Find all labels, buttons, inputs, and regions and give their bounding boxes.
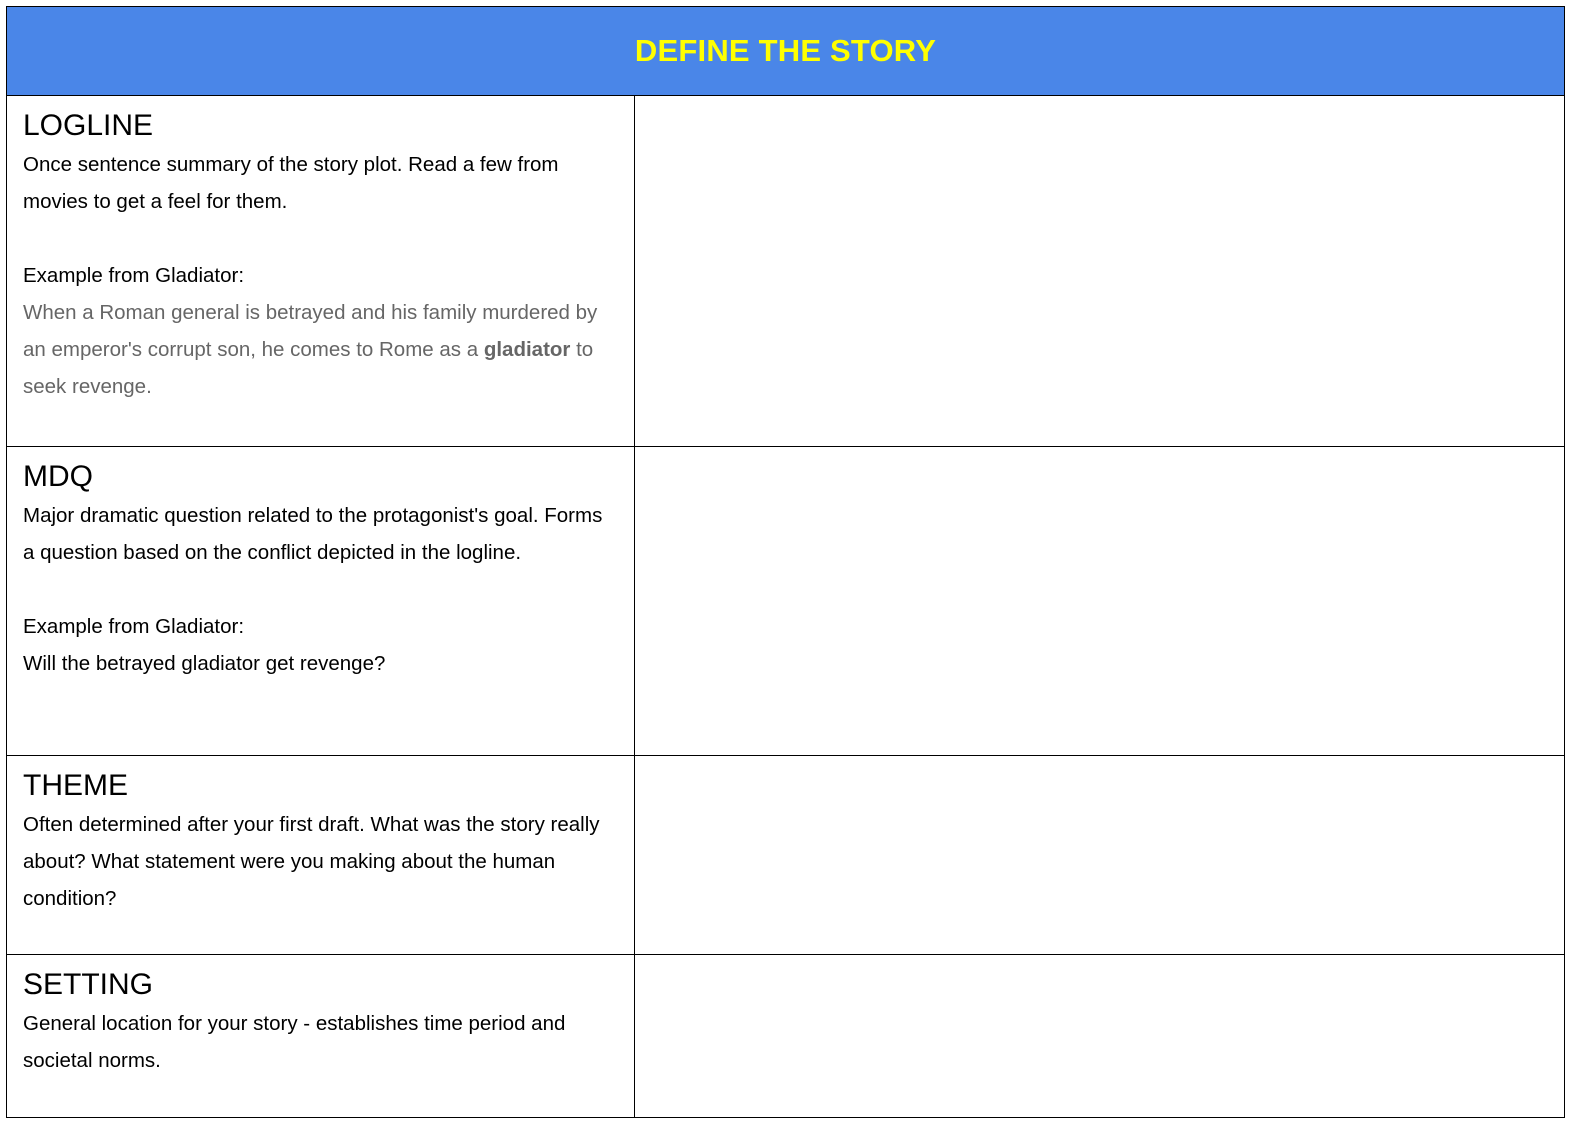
setting-prompt-cell[interactable] bbox=[7, 955, 635, 1118]
logline-title: LOGLINE bbox=[23, 109, 154, 142]
logline-example-text bbox=[23, 294, 618, 405]
story-definition-sheet bbox=[6, 6, 1564, 1118]
logline-prompt-cell[interactable] bbox=[7, 96, 635, 447]
table-row-setting bbox=[7, 955, 1565, 1118]
logline-example-before: When a Roman general is betrayed and his family murdered by an emperor's corrupt son, he comes to Rome as a bbox=[23, 301, 598, 361]
logline-description: Once sentence summary of the story plot. Read a few from movies to get a feel for them. bbox=[23, 153, 559, 213]
theme-answer-cell[interactable] bbox=[635, 756, 1565, 955]
setting-description: General location for your story - establishes time period and societal norms. bbox=[23, 1012, 566, 1072]
mdq-title: MDQ bbox=[23, 460, 93, 493]
mdq-description: Major dramatic question related to the protagonist's goal. Forms a question based on the conflict depicted in the logline. bbox=[23, 504, 603, 564]
theme-title: THEME bbox=[23, 769, 128, 802]
logline-answer-cell[interactable] bbox=[635, 96, 1565, 447]
mdq-example-label: Example from Gladiator: bbox=[23, 615, 245, 638]
header-row bbox=[7, 7, 1565, 96]
theme-prompt-cell[interactable] bbox=[7, 756, 635, 955]
theme-description: Often determined after your first draft. What was the story really about? What statement were you making about the human condition? bbox=[23, 813, 600, 910]
header-cell bbox=[7, 7, 1565, 96]
logline-example-after: to seek revenge. bbox=[23, 338, 594, 398]
page-title: DEFINE THE STORY bbox=[634, 33, 937, 68]
table-row-logline bbox=[7, 96, 1565, 447]
logline-example-label: Example from Gladiator: bbox=[23, 264, 245, 287]
table-row-mdq bbox=[7, 447, 1565, 756]
table-row-theme bbox=[7, 756, 1565, 955]
story-table bbox=[6, 6, 1565, 1118]
logline-example-bold: gladiator bbox=[483, 338, 571, 361]
setting-title: SETTING bbox=[23, 968, 154, 1001]
setting-answer-cell[interactable] bbox=[635, 955, 1565, 1118]
mdq-prompt-cell[interactable] bbox=[7, 447, 635, 756]
mdq-example-text: Will the betrayed gladiator get revenge? bbox=[23, 652, 386, 675]
mdq-answer-cell[interactable] bbox=[635, 447, 1565, 756]
